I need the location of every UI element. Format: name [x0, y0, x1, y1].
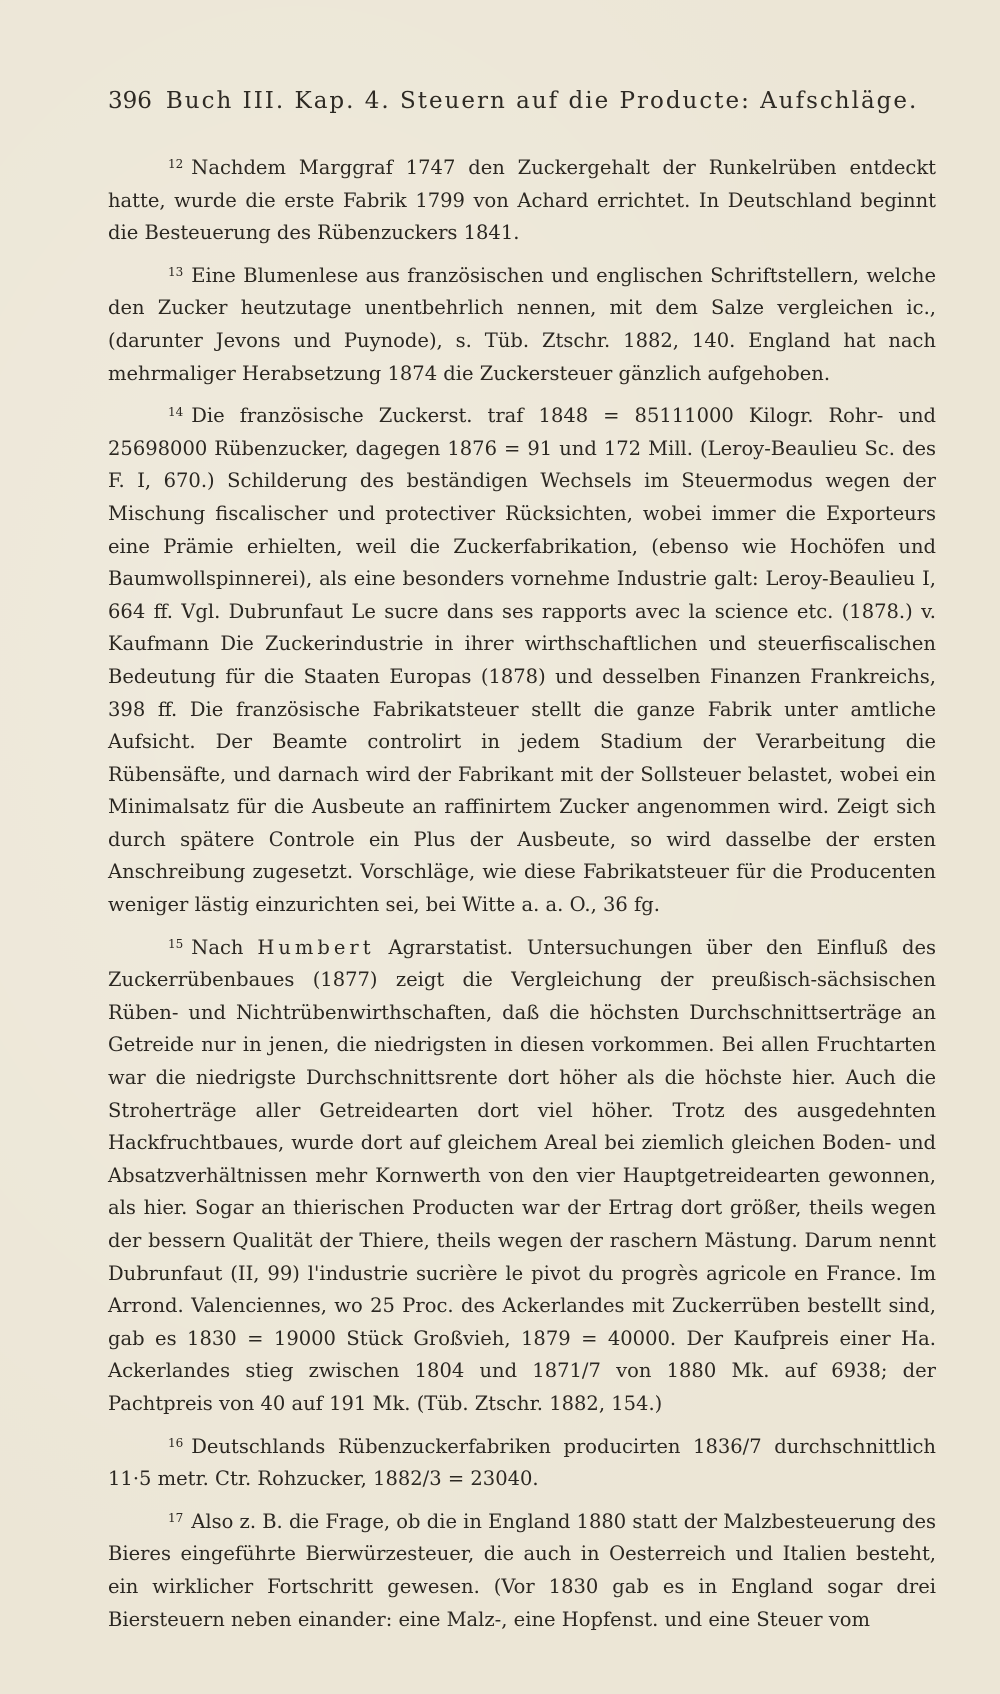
running-header — [108, 88, 928, 114]
footnote-number: 14 — [168, 405, 184, 420]
footnote-text: Eine Blumenlese aus französischen und englischen Schriftstellern, welche den Zucker heutzutage unentbehrlich nennen, mit dem Salze vergleichen ic., (darunter Jevons und Puynode), s. Tüb. Ztschr. 1882, 140. England hat nach mehrmaliger Herabsetzung 1874 die Zuckersteuer gänzlich aufgehoben. — [108, 263, 936, 385]
footnote-12 — [108, 148, 936, 250]
footnote-text: Nachdem Marggraf 1747 den Zuckergehalt der Runkelrüben entdeckt hatte, wurde die erste Fabrik 1799 von Achard errichtet. In Deutschland beginnt die Besteuerung des Rübenzuckers 1841. — [108, 156, 936, 245]
footnote-author: Humbert — [257, 935, 375, 959]
footnote-16 — [108, 1427, 936, 1496]
footnote-number: 12 — [168, 157, 184, 171]
footnote-15 — [108, 928, 936, 1421]
footnote-number: 17 — [168, 1510, 184, 1525]
footnote-text: Deutschlands Rübenzuckerfabriken producirten 1836/7 durchschnittlich 11·5 metr. Ctr. Rohzucker, 1882/3 = 23040. — [108, 1434, 936, 1491]
footnote-number: 13 — [168, 264, 184, 279]
footnotes-block — [108, 148, 936, 1642]
footnote-17 — [108, 1502, 936, 1636]
footnote-text: Agrarstatist. Untersuchungen über den Einfluß des Zuckerrübenbaues (1877) zeigt die Vergleichung der preußisch-sächsischen Rüben- und Nichtrübenwirthschaften, daß die höchsten Durchschnittserträge an Getreide nur in jenen, die niedrigsten in diesen vorkommen. Bei allen Fruchtarten war die niedrigste Durchschnittsrente dort höher als die höchste hier. Auch die Stroherträge aller Getreidearten dort viel höher. Trotz des ausgedehnten Hackfruchtbaues, wurde dort auf gleichem Areal bei ziemlich gleichen Boden- und Absatzverhältnissen mehr Kornwerth von den vier Hauptgetreidearten gewonnen, als hier. Sogar an thierischen Producten war der Ertrag dort größer, theils wegen der bessern Qualität der Thiere, theils wegen der raschern Mästung. Darum nennt Dubrunfaut (II, 99) l'industrie sucrière le pivot du progrès agricole en France. Im Arrond. Valenciennes, wo 25 Proc. des Ackerlandes mit Zuckerrüben bestellt sind, gab es 1830 = 19000 Stück Großvieh, 1879 = 40000. Der Kaufpreis einer Ha. Ackerlandes stieg zwischen 1804 und 1871/7 von 1880 Mk. auf 6938; der Pachtpreis von 40 auf 191 Mk. (Tüb. Ztschr. 1882, 154.) — [108, 935, 937, 1415]
footnote-13 — [108, 256, 936, 390]
page-number: 396 — [108, 88, 152, 114]
footnote-lead: Nach — [191, 935, 244, 959]
footnote-number: 16 — [168, 1435, 184, 1450]
footnote-text: Die französische Zuckerst. traf 1848 = 85111000 Kilogr. Rohr- und 25698000 Rübenzucker, dagegen 1876 = 91 und 172 Mill. (Leroy-Beaulieu Sc. des F. I, 670.) Schilderung des beständigen Wechsels im Steuermodus wegen der Mischung fiscalischer und protectiver Rücksichten, wobei immer die Exporteurs eine Prämie erhielten, weil die Zuckerfabrikation, (ebenso wie Hochöfen und Baumwollspinnerei), als eine besonders vornehme Industrie galt: Leroy-Beaulieu I, 664 ff. Vgl. Dubrunfaut Le sucre dans ses rapports avec la science etc. (1878.) v. Kaufmann Die Zuckerindustrie in ihrer wirthschaftlichen und steuerfiscalischen Bedeutung für die Staaten Europas (1878) und desselben Finanzen Frankreichs, 398 ff. Die französische Fabrikatsteuer stellt die ganze Fabrik unter amtliche Aufsicht. Der Beamte controlirt in jedem Stadium der Verarbeitung die Rübensäfte, und darnach wird der Fabrikant mit der Sollsteuer belastet, wobei ein Minimalsatz für die Ausbeute an raffinirtem Zucker angenommen wird. Zeigt sich durch spätere Controle ein Plus der Ausbeute, so wird dasselbe der ersten Anschreibung zugesetzt. Vorschläge, wie diese Fabrikatsteuer für die Producenten weniger lästig einzurichten sei, bei Witte a. a. O., 36 fg. — [108, 404, 936, 917]
running-title: Buch III. Kap. 4. Steuern auf die Producte: Aufschläge. — [165, 88, 919, 114]
footnote-number: 15 — [168, 936, 184, 951]
footnote-14 — [108, 396, 936, 922]
footnote-text: Also z. B. die Frage, ob die in England 1880 statt der Malzbesteuerung des Bieres eingeführte Bierwürzesteuer, die auch in Oesterreich und Italien besteht, ein wirklicher Fortschritt gewesen. (Vor 1830 gab es in England sogar drei Biersteuern neben einander: eine Malz-, eine Hopfenst. und eine Steuer vom — [108, 1509, 937, 1631]
